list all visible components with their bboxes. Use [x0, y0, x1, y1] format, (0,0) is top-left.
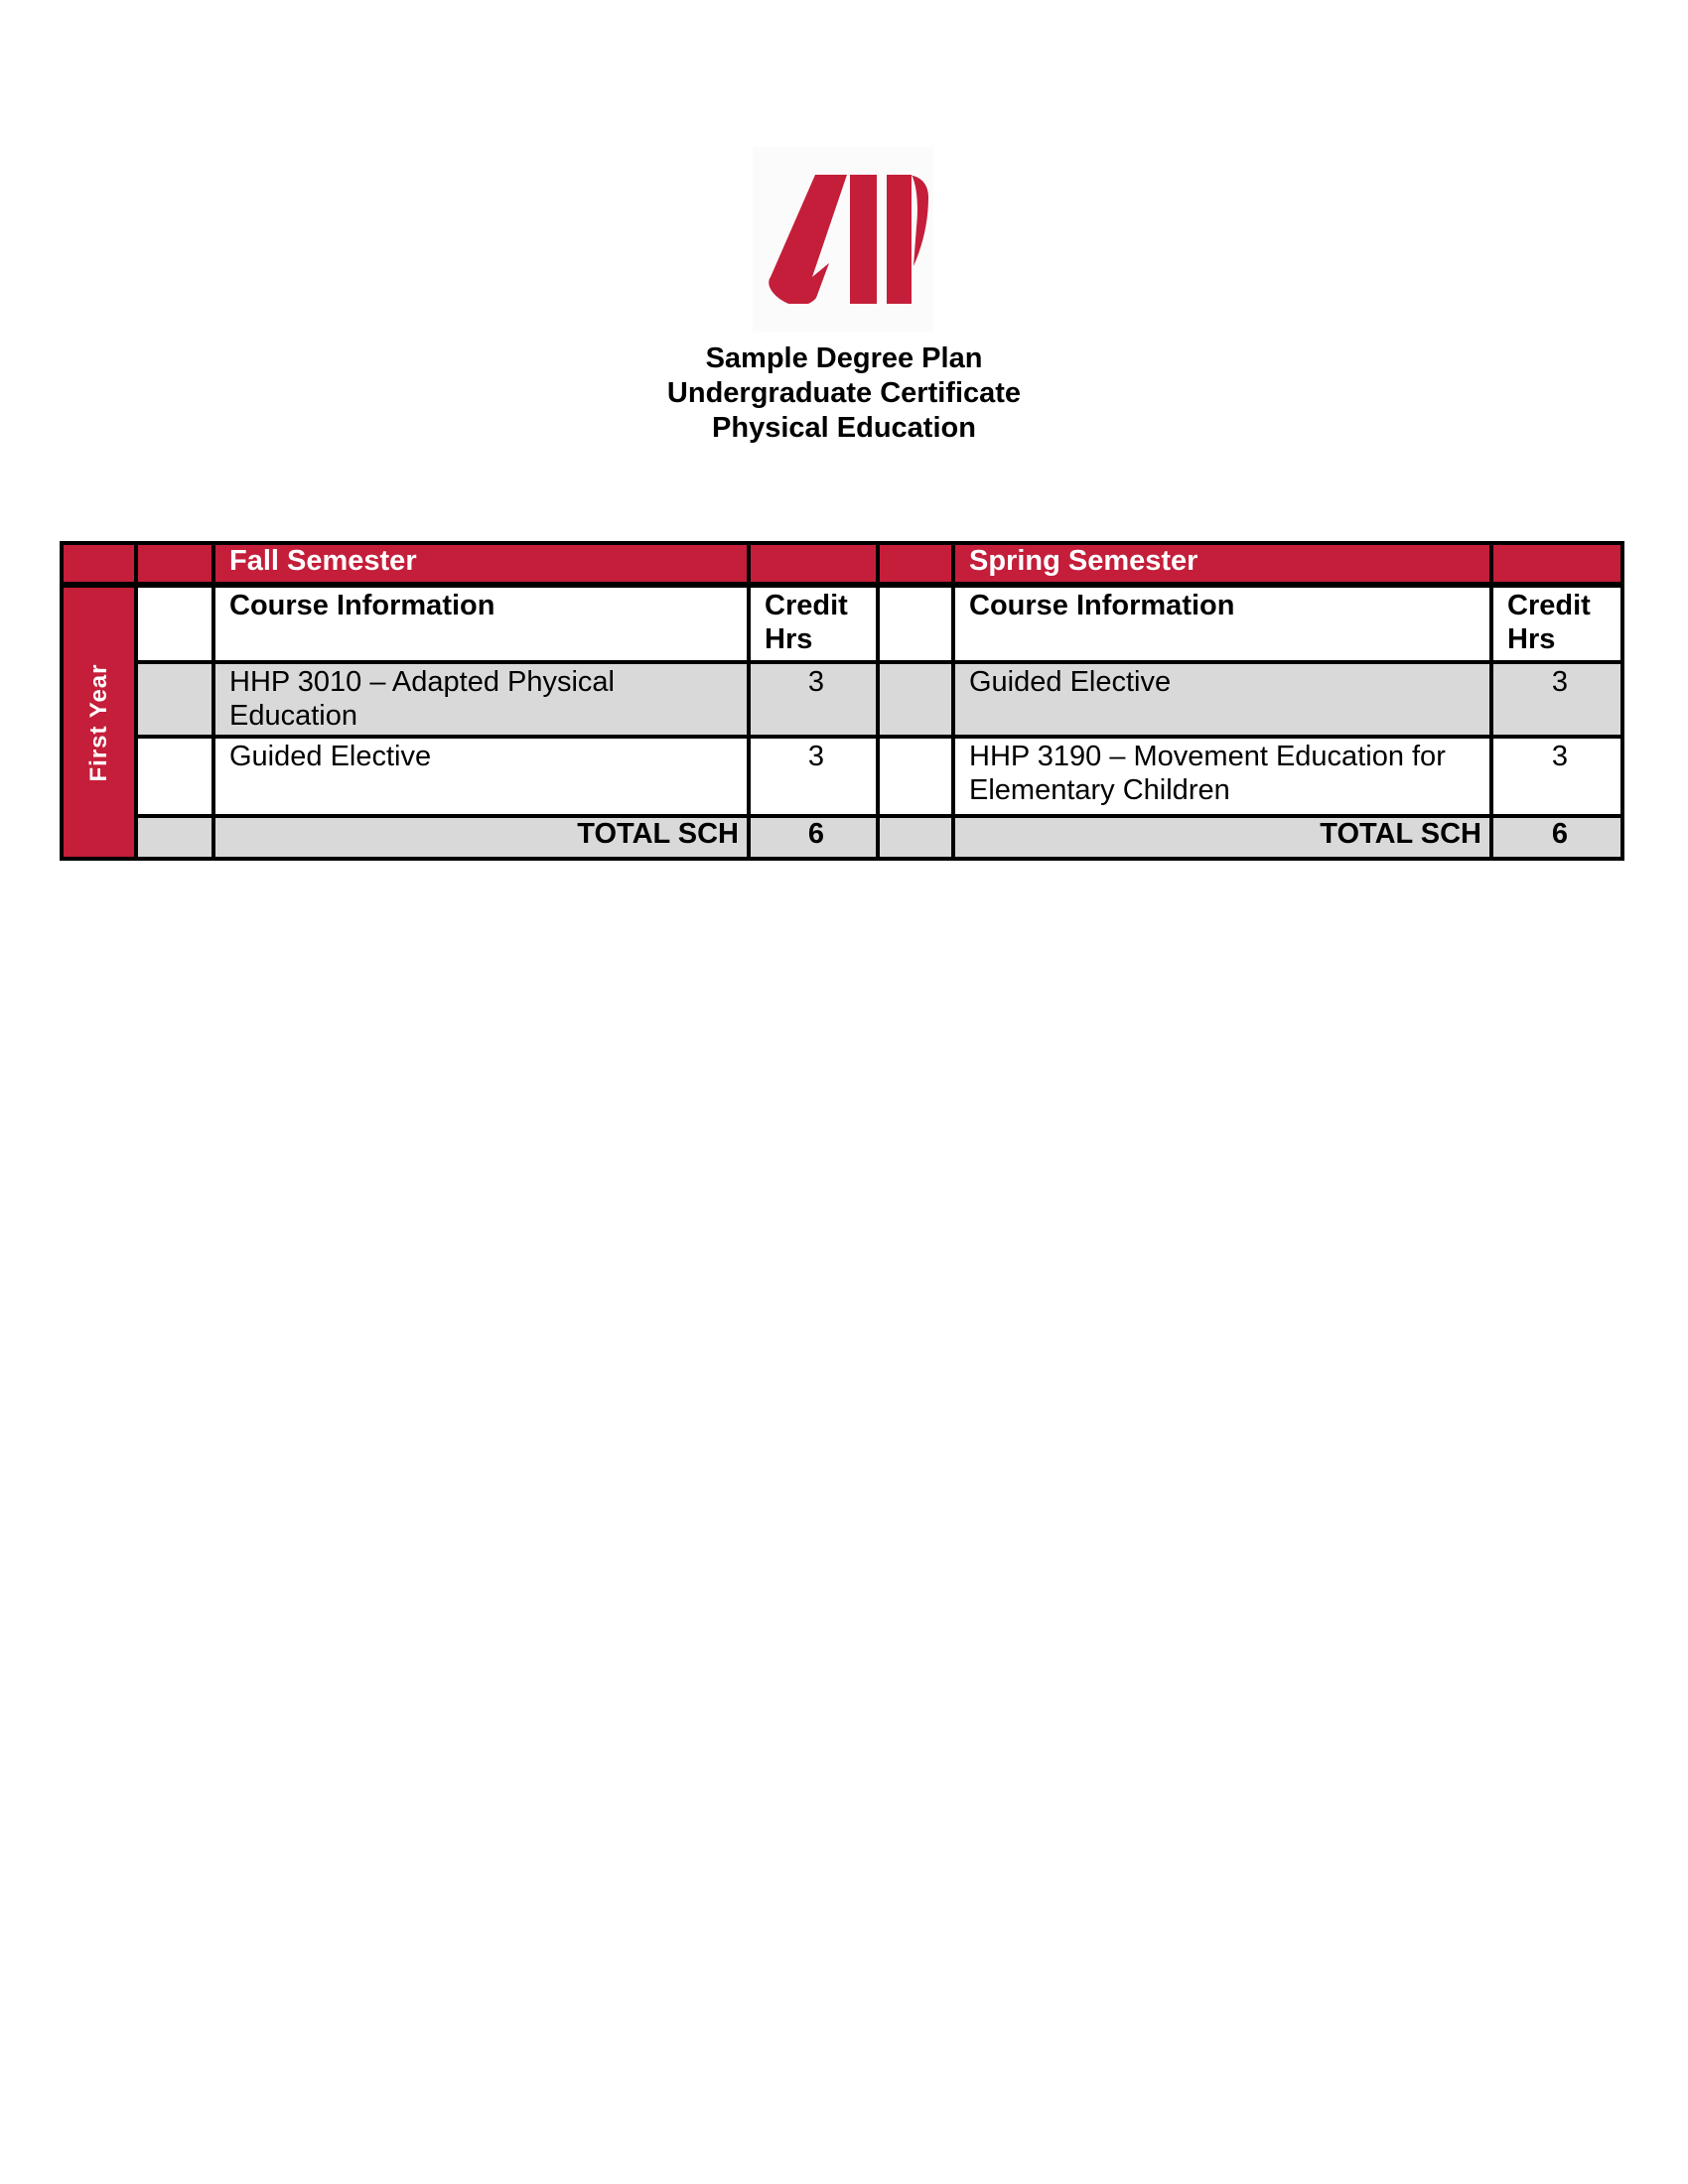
ap-monogram-icon [758, 175, 928, 304]
fall-course-cell: Guided Elective [213, 737, 749, 816]
fall-credit-cell: 3 [749, 737, 878, 816]
header-corner-cell [62, 543, 136, 585]
first-year-cell [62, 585, 136, 859]
first-year-label: First Year [84, 663, 112, 781]
spring-course-header: Course Information [953, 585, 1491, 662]
fall-semester-header: Fall Semester [213, 543, 749, 585]
semester-header-row [62, 543, 1622, 585]
spring-course-cell: HHP 3190 – Movement Education for Elementary Children [953, 737, 1491, 816]
spring-course-cell: Guided Elective [953, 662, 1491, 737]
ap-logo [753, 147, 933, 332]
spacer-cell [136, 662, 213, 737]
title-line-1: Sample Degree Plan [705, 342, 983, 374]
fall-credit-cell: 3 [749, 662, 878, 737]
fall-course-cell: HHP 3010 – Adapted Physical Education [213, 662, 749, 737]
header-spacer-cell [1491, 543, 1622, 585]
spring-credit-cell: 3 [1491, 662, 1622, 737]
spacer-cell [136, 816, 213, 859]
gap-cell [878, 585, 953, 662]
spring-credit-header: Credit Hrs [1491, 585, 1622, 662]
gap-cell [878, 737, 953, 816]
title-line-2: Undergraduate Certificate [666, 377, 1022, 409]
header-spacer-cell [749, 543, 878, 585]
fall-credit-header: Credit Hrs [749, 585, 878, 662]
degree-plan-table [60, 541, 1624, 861]
header-gap-cell [878, 543, 953, 585]
fall-total-label: TOTAL SCH [213, 816, 749, 859]
spring-total-value: 6 [1491, 816, 1622, 859]
spacer-cell [136, 737, 213, 816]
page-title [0, 341, 1688, 446]
header-spacer-cell [136, 543, 213, 585]
fall-course-header: Course Information [213, 585, 749, 662]
course-row [62, 662, 1622, 737]
total-row [62, 816, 1622, 859]
gap-cell [878, 816, 953, 859]
fall-total-value: 6 [749, 816, 878, 859]
spring-credit-cell: 3 [1491, 737, 1622, 816]
column-header-row [62, 585, 1622, 662]
spacer-cell [136, 585, 213, 662]
spring-semester-header: Spring Semester [953, 543, 1491, 585]
gap-cell [878, 662, 953, 737]
course-row [62, 737, 1622, 816]
title-line-3: Physical Education [712, 412, 976, 444]
spring-total-label: TOTAL SCH [953, 816, 1491, 859]
